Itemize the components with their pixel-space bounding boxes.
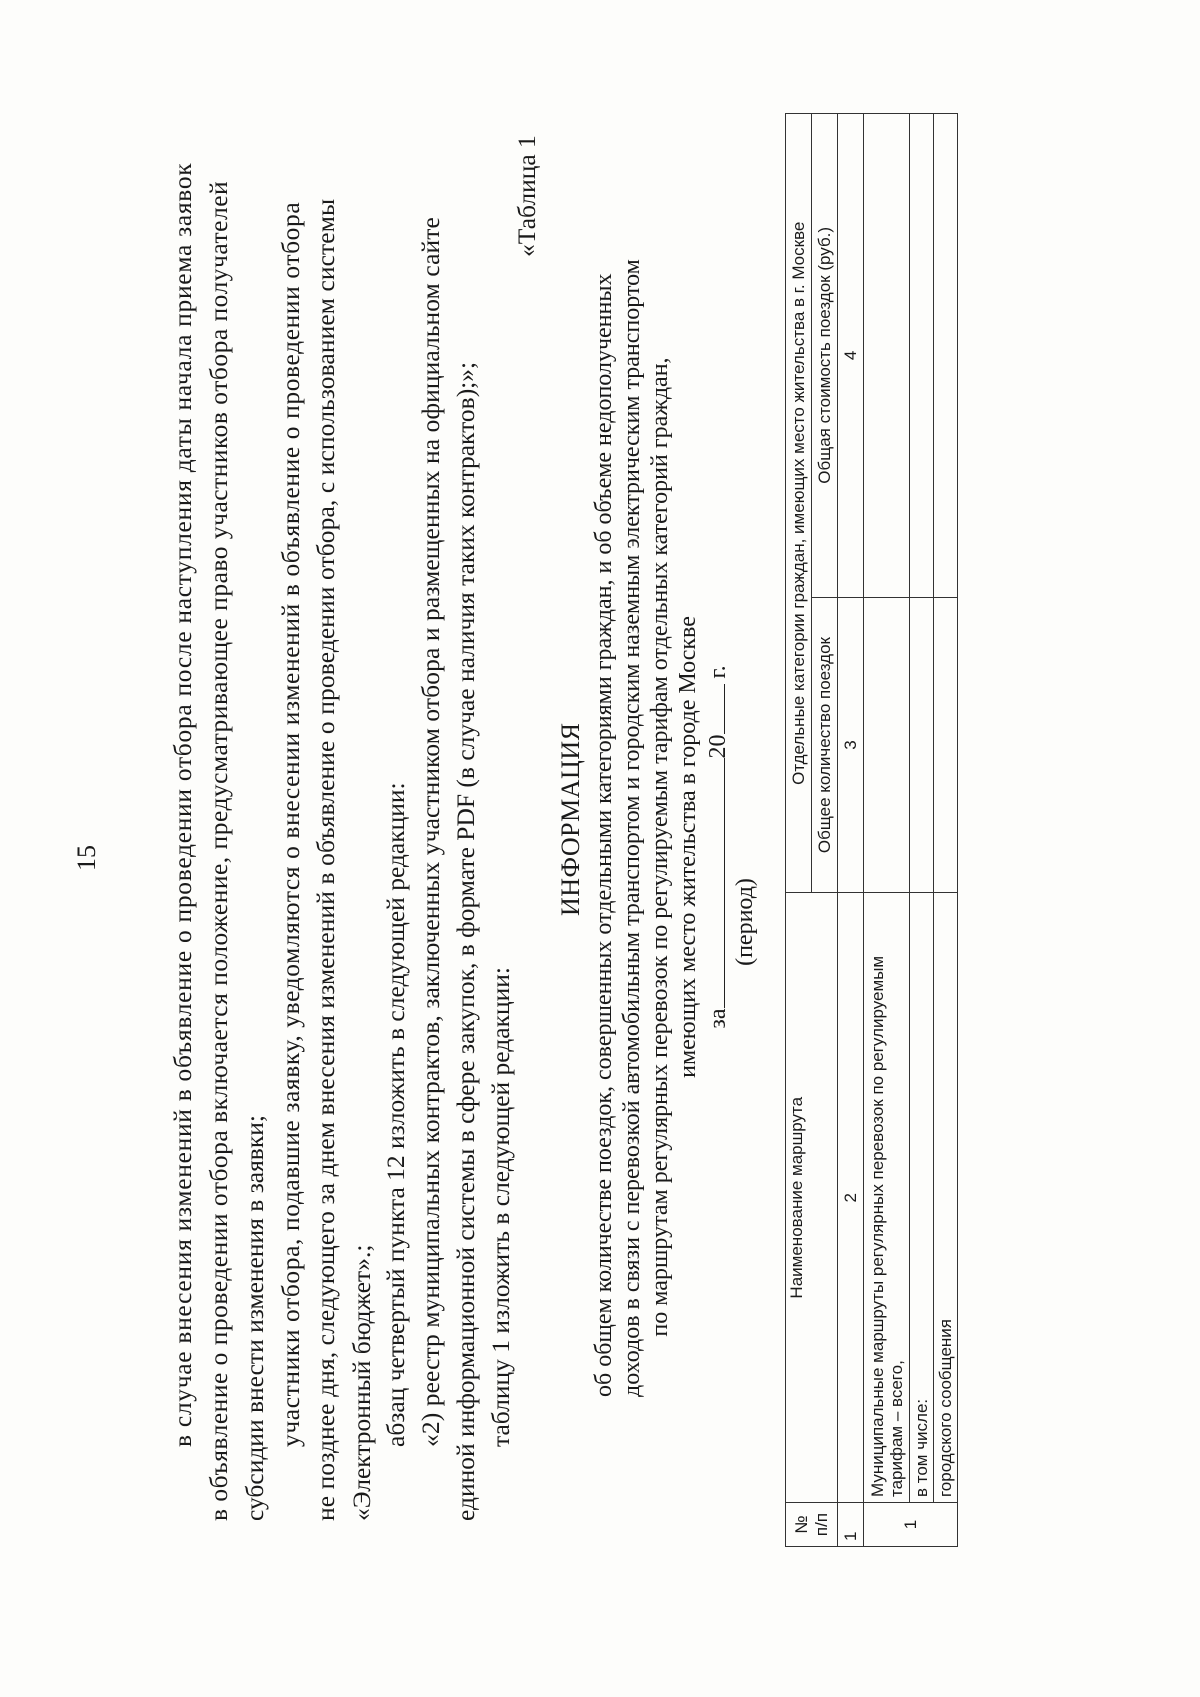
paragraph-line: участники отбора, подавшие заявку, уведомляются о внесении изменений в объявление о проведении отбора xyxy=(276,201,305,1447)
period-year-prefix: 20 xyxy=(705,734,731,759)
paragraph-line: в объявление о проведении отбора включается положение, предусматривающее право участников отбора получателей xyxy=(204,180,233,1521)
paragraph-line: абзац четвертый пункта 12 изложить в следующей редакции: xyxy=(381,782,410,1447)
row-label-city: городского сообщения xyxy=(934,893,958,1503)
cell-empty xyxy=(934,597,958,893)
period-caption: (период) xyxy=(732,878,758,966)
header-trip-count: Общее количество поездок xyxy=(812,597,838,893)
period-line xyxy=(702,297,732,1397)
paragraph-line: «2) реестр муниципальных контрактов, заключенных участником отбора и размещенных на официальном сайте xyxy=(416,217,445,1447)
paragraph-line: таблицу 1 изложить в следующей редакции: xyxy=(486,967,515,1447)
cell-empty xyxy=(934,114,958,598)
subtitle-line: доходов в связи с перевозкой автомобильным транспортом и городским наземным электрическим транспортом xyxy=(619,259,645,1397)
subtitle-line: по маршрутам регулярных перевозок по регулируемым тарифам отдельных категорий граждан, xyxy=(647,357,673,1337)
row-label-total: Муниципальные маршруты регулярных перевозок по регулируемым тарифам – всего, xyxy=(864,893,910,1503)
paragraph-line: единой информационной системы в сфере закупок, в формате PDF (в случае наличия таких контрактов);»; xyxy=(451,361,480,1521)
row-number: 1 xyxy=(864,1503,958,1547)
period-suffix: г. xyxy=(705,665,731,679)
period-prefix: за xyxy=(705,1008,731,1029)
cell-empty xyxy=(910,597,934,893)
cell-empty xyxy=(864,597,910,893)
cell-empty xyxy=(864,114,910,598)
col-number-4: 4 xyxy=(838,114,864,598)
col-number-2: 2 xyxy=(838,893,864,1503)
page-number: 15 xyxy=(72,845,101,871)
col-number-1: 1 xyxy=(838,1503,864,1547)
year-blank xyxy=(702,685,725,735)
header-number: № п/п xyxy=(786,1503,838,1547)
table-reference: «Таблица 1 xyxy=(512,135,541,257)
data-table xyxy=(785,113,958,1547)
period-blank xyxy=(702,759,725,1009)
row-label-including: в том числе: xyxy=(910,893,934,1503)
col-number-3: 3 xyxy=(838,597,864,893)
header-route-name: Наименование маршрута xyxy=(786,893,838,1503)
paragraph-line: субсидии внести изменения в заявки; xyxy=(240,1115,269,1521)
paragraph-line: в случае внесения изменений в объявление о проведении отбора после наступления даты начала приема заявок xyxy=(168,162,197,1447)
header-citizen-categories: Отдельные категории граждан, имеющих место жительства в г. Москве xyxy=(786,114,812,893)
subtitle-line: имеющих место жительства в городе Москве xyxy=(675,616,701,1078)
subtitle-line: об общем количестве поездок, совершенных отдельными категориями граждан, и об объеме недополученных xyxy=(591,273,617,1397)
document-title: ИНФОРМАЦИЯ xyxy=(556,722,585,916)
header-trip-cost: Общая стоимость поездок (руб.) xyxy=(812,114,838,598)
paragraph-line: не позднее дня, следующего за днем внесения изменений в объявление о проведении отбора, с использованием системы xyxy=(311,198,340,1521)
cell-empty xyxy=(910,114,934,598)
paragraph-line: «Электронный бюджет».; xyxy=(347,1244,376,1521)
